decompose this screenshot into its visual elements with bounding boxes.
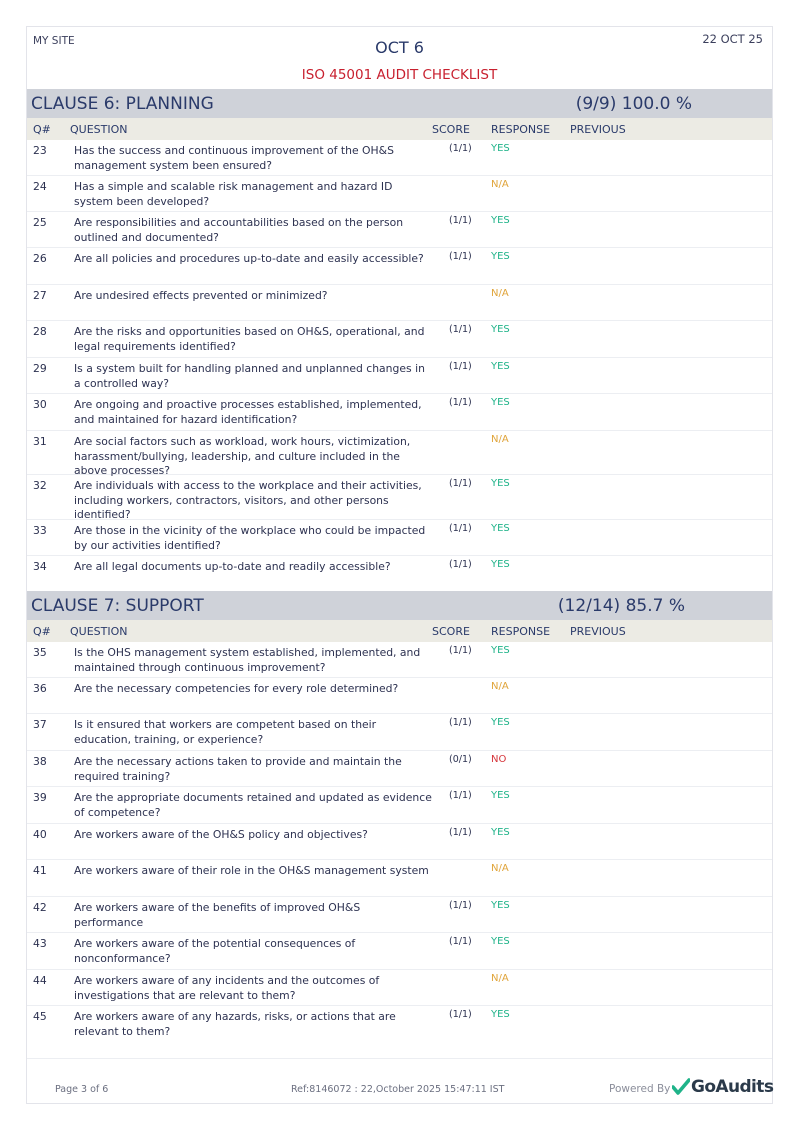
question-row bbox=[27, 970, 772, 1006]
question-text: Are ongoing and proactive processes established, implemented, and maintained for hazard identification? bbox=[74, 398, 422, 426]
audit-date: 22 OCT 25 bbox=[702, 32, 763, 46]
question-row bbox=[27, 824, 772, 860]
question-text: Are the necessary actions taken to provide and maintain the required training? bbox=[74, 755, 402, 783]
question-number: 44 bbox=[33, 974, 47, 987]
question-number: 28 bbox=[33, 325, 47, 338]
question-response: YES bbox=[491, 559, 510, 570]
question-score: (1/1) bbox=[449, 936, 472, 947]
question-row bbox=[27, 897, 772, 933]
col-q-num: Q# bbox=[33, 123, 51, 136]
question-response: YES bbox=[491, 478, 510, 489]
question-number: 43 bbox=[33, 937, 47, 950]
question-number: 25 bbox=[33, 216, 47, 229]
question-row bbox=[27, 394, 772, 431]
question-text: Are those in the vicinity of the workplace who could be impacted by our activities identified? bbox=[74, 524, 426, 552]
question-score: (1/1) bbox=[449, 900, 472, 911]
question-list bbox=[27, 140, 772, 592]
col-score: SCORE bbox=[432, 625, 470, 638]
question-row bbox=[27, 285, 772, 321]
section-score: (12/14) 85.7 % bbox=[557, 595, 685, 616]
question-text: Is a system built for handling planned and unplanned changes in a controlled way? bbox=[74, 362, 425, 390]
section-clause-7 bbox=[27, 591, 772, 1043]
question-score: (1/1) bbox=[449, 559, 472, 570]
question-number: 45 bbox=[33, 1010, 47, 1023]
question-number: 42 bbox=[33, 901, 47, 914]
question-text: Has a simple and scalable risk management and hazard ID system been developed? bbox=[74, 180, 393, 208]
question-row bbox=[27, 751, 772, 787]
column-header bbox=[27, 620, 772, 642]
question-number: 35 bbox=[33, 646, 47, 659]
question-score: (1/1) bbox=[449, 790, 472, 801]
audit-title: OCT 6 bbox=[375, 38, 424, 57]
question-response: YES bbox=[491, 645, 510, 656]
question-text: Are workers aware of the benefits of improved OH&S performance bbox=[74, 901, 361, 929]
question-row bbox=[27, 933, 772, 970]
question-score: (1/1) bbox=[449, 478, 472, 489]
question-response: N/A bbox=[491, 863, 509, 874]
question-row bbox=[27, 1006, 772, 1043]
section-clause-6 bbox=[27, 89, 772, 592]
question-score: (1/1) bbox=[449, 143, 472, 154]
question-response: YES bbox=[491, 324, 510, 335]
question-response: N/A bbox=[491, 973, 509, 984]
footer-divider bbox=[27, 1058, 772, 1059]
question-number: 30 bbox=[33, 398, 47, 411]
question-response: YES bbox=[491, 215, 510, 226]
question-number: 37 bbox=[33, 718, 47, 731]
powered-by-label: Powered By bbox=[609, 1083, 671, 1095]
question-response: N/A bbox=[491, 681, 509, 692]
question-text: Are workers aware of the potential consequences of nonconformance? bbox=[74, 937, 356, 965]
question-text: Are social factors such as workload, work hours, victimization, harassment/bullying, leadership, and culture included in the above processes? bbox=[74, 435, 411, 477]
col-q-num: Q# bbox=[33, 625, 51, 638]
question-response: NO bbox=[491, 754, 507, 765]
question-response: YES bbox=[491, 523, 510, 534]
col-score: SCORE bbox=[432, 123, 470, 136]
question-score: (0/1) bbox=[449, 754, 472, 765]
question-score: (1/1) bbox=[449, 397, 472, 408]
question-text: Are workers aware of the OH&S policy and objectives? bbox=[74, 828, 368, 841]
question-text: Are the risks and opportunities based on OH&S, operational, and legal requirements identified? bbox=[74, 325, 425, 353]
question-response: YES bbox=[491, 143, 510, 154]
col-question: QUESTION bbox=[70, 625, 128, 638]
checklist-name: ISO 45001 AUDIT CHECKLIST bbox=[301, 67, 498, 83]
question-response: YES bbox=[491, 790, 510, 801]
question-text: Are the necessary competencies for every role determined? bbox=[74, 682, 399, 695]
question-number: 40 bbox=[33, 828, 47, 841]
section-header bbox=[27, 89, 772, 118]
section-title: CLAUSE 6: PLANNING bbox=[31, 93, 214, 114]
question-response: YES bbox=[491, 717, 510, 728]
question-score: (1/1) bbox=[449, 827, 472, 838]
question-response: YES bbox=[491, 936, 510, 947]
col-response: RESPONSE bbox=[491, 625, 551, 638]
question-number: 27 bbox=[33, 289, 47, 302]
question-row bbox=[27, 787, 772, 824]
question-number: 29 bbox=[33, 362, 47, 375]
question-row bbox=[27, 860, 772, 897]
question-text: Are undesired effects prevented or minimized? bbox=[74, 289, 328, 302]
question-number: 38 bbox=[33, 755, 47, 768]
question-row bbox=[27, 431, 772, 475]
question-text: Are all policies and procedures up-to-date and easily accessible? bbox=[74, 252, 424, 265]
question-text: Are workers aware of any incidents and the outcomes of investigations that are relevant to them? bbox=[74, 974, 380, 1002]
question-score: (1/1) bbox=[449, 645, 472, 656]
question-score: (1/1) bbox=[449, 215, 472, 226]
question-row bbox=[27, 678, 772, 714]
section-score: (9/9) 100.0 % bbox=[575, 93, 692, 114]
question-text: Are individuals with access to the workplace and their activities, including workers, contractors, visitors, and other persons identified? bbox=[74, 479, 422, 521]
col-question: QUESTION bbox=[70, 123, 128, 136]
question-response: N/A bbox=[491, 288, 509, 299]
column-header bbox=[27, 118, 772, 140]
question-score: (1/1) bbox=[449, 251, 472, 262]
question-response: YES bbox=[491, 1009, 510, 1020]
checkmark-icon bbox=[672, 1078, 690, 1096]
question-response: YES bbox=[491, 397, 510, 408]
question-row bbox=[27, 140, 772, 176]
question-score: (1/1) bbox=[449, 361, 472, 372]
question-response: N/A bbox=[491, 179, 509, 190]
report-reference: Ref:8146072 : 22,October 2025 15:47:11 IST bbox=[291, 1084, 505, 1095]
question-row bbox=[27, 520, 772, 556]
question-number: 39 bbox=[33, 791, 47, 804]
question-row bbox=[27, 358, 772, 394]
col-previous: PREVIOUS bbox=[570, 123, 626, 136]
question-response: N/A bbox=[491, 434, 509, 445]
question-row bbox=[27, 475, 772, 520]
site-name: MY SITE bbox=[33, 35, 75, 47]
question-number: 34 bbox=[33, 560, 47, 573]
question-score: (1/1) bbox=[449, 523, 472, 534]
question-text: Has the success and continuous improvement of the OH&S management system been ensured? bbox=[74, 144, 394, 172]
section-header bbox=[27, 591, 772, 620]
question-row bbox=[27, 212, 772, 248]
col-previous: PREVIOUS bbox=[570, 625, 626, 638]
question-response: YES bbox=[491, 251, 510, 262]
question-row bbox=[27, 248, 772, 285]
question-text: Is it ensured that workers are competent based on their education, training, or experience? bbox=[74, 718, 377, 746]
question-number: 32 bbox=[33, 479, 47, 492]
question-number: 33 bbox=[33, 524, 47, 537]
question-number: 31 bbox=[33, 435, 47, 448]
question-number: 41 bbox=[33, 864, 47, 877]
page-number: Page 3 of 6 bbox=[55, 1084, 109, 1095]
question-response: YES bbox=[491, 827, 510, 838]
question-score: (1/1) bbox=[449, 1009, 472, 1020]
question-row bbox=[27, 176, 772, 212]
question-text: Is the OHS management system established, implemented, and maintained through continuous improvement? bbox=[74, 646, 421, 674]
question-number: 24 bbox=[33, 180, 47, 193]
question-number: 36 bbox=[33, 682, 47, 695]
question-text: Are workers aware of their role in the OH&S management system bbox=[74, 864, 429, 877]
question-number: 26 bbox=[33, 252, 47, 265]
question-score: (1/1) bbox=[449, 324, 472, 335]
question-list bbox=[27, 642, 772, 1043]
question-text: Are workers aware of any hazards, risks, or actions that are relevant to them? bbox=[74, 1010, 396, 1038]
question-response: YES bbox=[491, 900, 510, 911]
report-page bbox=[26, 26, 773, 1104]
question-response: YES bbox=[491, 361, 510, 372]
section-title: CLAUSE 7: SUPPORT bbox=[31, 595, 204, 616]
question-score: (1/1) bbox=[449, 717, 472, 728]
question-row bbox=[27, 642, 772, 678]
goaudits-logo bbox=[672, 1077, 773, 1097]
question-row bbox=[27, 321, 772, 358]
logo-text: GoAudits bbox=[691, 1077, 774, 1097]
col-response: RESPONSE bbox=[491, 123, 551, 136]
question-row bbox=[27, 556, 772, 592]
question-text: Are responsibilities and accountabilities based on the person outlined and documented? bbox=[74, 216, 404, 244]
question-number: 23 bbox=[33, 144, 47, 157]
question-row bbox=[27, 714, 772, 751]
question-text: Are all legal documents up-to-date and readily accessible? bbox=[74, 560, 391, 573]
question-text: Are the appropriate documents retained and updated as evidence of competence? bbox=[74, 791, 432, 819]
